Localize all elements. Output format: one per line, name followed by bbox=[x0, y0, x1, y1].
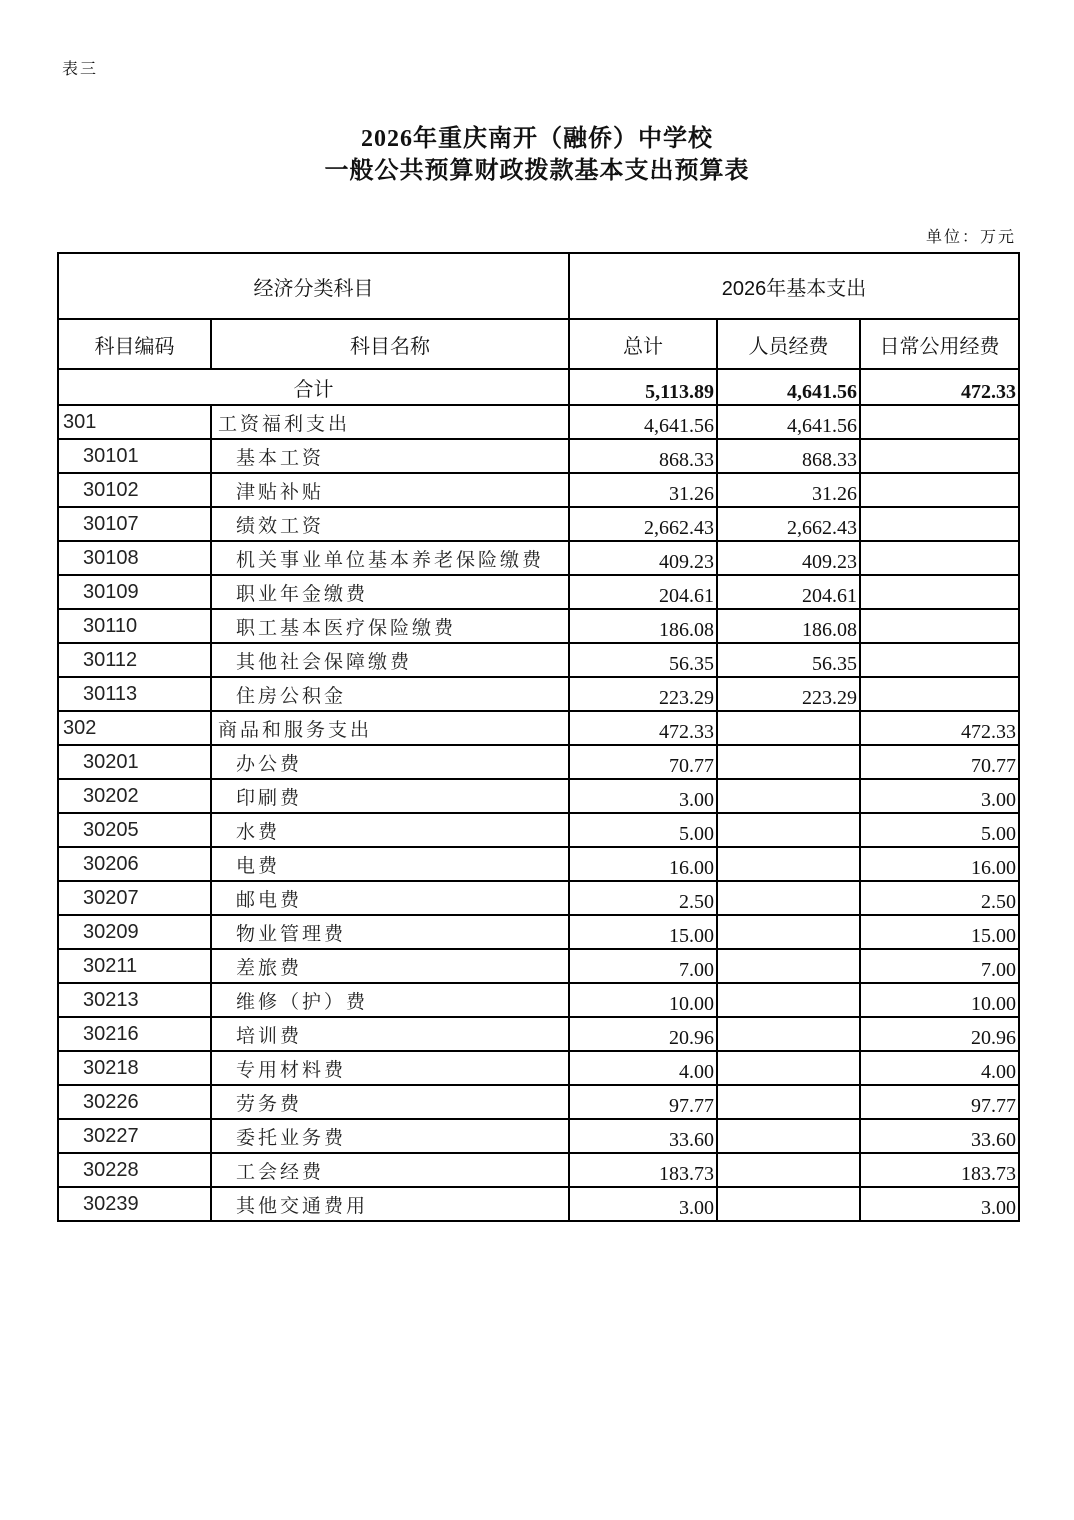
row-total: 204.61 bbox=[569, 575, 717, 609]
row-code: 30108 bbox=[58, 541, 211, 575]
unit-label: 单位：万元 bbox=[925, 227, 1016, 246]
row-total: 3.00 bbox=[569, 1187, 717, 1221]
row-total: 4.00 bbox=[569, 1051, 717, 1085]
row-code: 30226 bbox=[58, 1085, 211, 1119]
row-code: 30107 bbox=[58, 507, 211, 541]
budget-table bbox=[57, 252, 1020, 1222]
row-name: 劳务费 bbox=[211, 1085, 569, 1119]
row-code: 30205 bbox=[58, 813, 211, 847]
row-name: 机关事业单位基本养老保险缴费 bbox=[211, 541, 569, 575]
row-total: 56.35 bbox=[569, 643, 717, 677]
row-code: 30102 bbox=[58, 473, 211, 507]
row-name: 基本工资 bbox=[211, 439, 569, 473]
row-total: 868.33 bbox=[569, 439, 717, 473]
row-personnel bbox=[717, 1187, 860, 1221]
row-code: 30216 bbox=[58, 1017, 211, 1051]
row-code: 30112 bbox=[58, 643, 211, 677]
row-total: 2.50 bbox=[569, 881, 717, 915]
total-label: 合计 bbox=[58, 369, 569, 405]
row-name: 水费 bbox=[211, 813, 569, 847]
row-total: 4,641.56 bbox=[569, 405, 717, 439]
row-personnel bbox=[717, 881, 860, 915]
row-total: 33.60 bbox=[569, 1119, 717, 1153]
row-name: 其他社会保障缴费 bbox=[211, 643, 569, 677]
row-code: 30227 bbox=[58, 1119, 211, 1153]
row-personnel bbox=[717, 1085, 860, 1119]
table-row bbox=[58, 1119, 1019, 1153]
table-row bbox=[58, 1085, 1019, 1119]
row-name: 职工基本医疗保险缴费 bbox=[211, 609, 569, 643]
row-personnel bbox=[717, 949, 860, 983]
row-code: 302 bbox=[58, 711, 211, 745]
row-public: 70.77 bbox=[860, 745, 1019, 779]
row-name: 津贴补贴 bbox=[211, 473, 569, 507]
row-code: 30113 bbox=[58, 677, 211, 711]
table-row bbox=[58, 677, 1019, 711]
row-code: 301 bbox=[58, 405, 211, 439]
row-code: 30201 bbox=[58, 745, 211, 779]
header-economic-category: 经济分类科目 bbox=[58, 253, 569, 319]
table-row bbox=[58, 473, 1019, 507]
table-row bbox=[58, 439, 1019, 473]
row-personnel: 2,662.43 bbox=[717, 507, 860, 541]
table-row bbox=[58, 949, 1019, 983]
row-personnel: 223.29 bbox=[717, 677, 860, 711]
row-name: 维修（护）费 bbox=[211, 983, 569, 1017]
table-row bbox=[58, 507, 1019, 541]
row-personnel bbox=[717, 745, 860, 779]
table-row bbox=[58, 1017, 1019, 1051]
header-row-columns bbox=[58, 319, 1019, 369]
header-basic-expense: 2026年基本支出 bbox=[569, 253, 1019, 319]
header-name: 科目名称 bbox=[211, 319, 569, 369]
row-code: 30110 bbox=[58, 609, 211, 643]
row-name: 绩效工资 bbox=[211, 507, 569, 541]
row-personnel bbox=[717, 813, 860, 847]
row-public: 3.00 bbox=[860, 779, 1019, 813]
row-personnel bbox=[717, 847, 860, 881]
row-name: 其他交通费用 bbox=[211, 1187, 569, 1221]
row-public: 3.00 bbox=[860, 1187, 1019, 1221]
row-public: 5.00 bbox=[860, 813, 1019, 847]
row-personnel bbox=[717, 915, 860, 949]
row-code: 30207 bbox=[58, 881, 211, 915]
row-public: 2.50 bbox=[860, 881, 1019, 915]
row-name: 培训费 bbox=[211, 1017, 569, 1051]
row-public: 472.33 bbox=[860, 711, 1019, 745]
row-public bbox=[860, 643, 1019, 677]
row-code: 30239 bbox=[58, 1187, 211, 1221]
table-row bbox=[58, 405, 1019, 439]
row-public bbox=[860, 575, 1019, 609]
row-personnel bbox=[717, 1017, 860, 1051]
table-row bbox=[58, 881, 1019, 915]
row-public bbox=[860, 609, 1019, 643]
row-personnel bbox=[717, 1153, 860, 1187]
table-row bbox=[58, 1187, 1019, 1221]
table-row bbox=[58, 779, 1019, 813]
row-public bbox=[860, 405, 1019, 439]
row-name: 工会经费 bbox=[211, 1153, 569, 1187]
row-public bbox=[860, 439, 1019, 473]
row-name: 办公费 bbox=[211, 745, 569, 779]
row-code: 30209 bbox=[58, 915, 211, 949]
row-total: 97.77 bbox=[569, 1085, 717, 1119]
page-title-line1: 2026年重庆南开（融侨）中学校 bbox=[361, 126, 713, 152]
row-name: 专用材料费 bbox=[211, 1051, 569, 1085]
row-personnel: 56.35 bbox=[717, 643, 860, 677]
header-personnel: 人员经费 bbox=[717, 319, 860, 369]
row-public bbox=[860, 541, 1019, 575]
table-row bbox=[58, 983, 1019, 1017]
row-personnel bbox=[717, 779, 860, 813]
row-total: 472.33 bbox=[569, 711, 717, 745]
row-code: 30206 bbox=[58, 847, 211, 881]
table-row bbox=[58, 609, 1019, 643]
row-name: 委托业务费 bbox=[211, 1119, 569, 1153]
row-personnel: 31.26 bbox=[717, 473, 860, 507]
table-row bbox=[58, 1051, 1019, 1085]
header-public: 日常公用经费 bbox=[860, 319, 1019, 369]
total-public: 472.33 bbox=[860, 369, 1019, 405]
row-personnel bbox=[717, 983, 860, 1017]
row-total: 409.23 bbox=[569, 541, 717, 575]
row-name: 物业管理费 bbox=[211, 915, 569, 949]
row-code: 30211 bbox=[58, 949, 211, 983]
row-code: 30101 bbox=[58, 439, 211, 473]
row-total: 10.00 bbox=[569, 983, 717, 1017]
row-personnel: 204.61 bbox=[717, 575, 860, 609]
page-title-line2: 一般公共预算财政拨款基本支出预算表 bbox=[324, 158, 750, 184]
row-total: 16.00 bbox=[569, 847, 717, 881]
header-row-group bbox=[58, 253, 1019, 319]
row-name: 商品和服务支出 bbox=[211, 711, 569, 745]
row-public: 10.00 bbox=[860, 983, 1019, 1017]
row-total: 7.00 bbox=[569, 949, 717, 983]
row-total: 31.26 bbox=[569, 473, 717, 507]
row-name: 工资福利支出 bbox=[211, 405, 569, 439]
row-name: 邮电费 bbox=[211, 881, 569, 915]
row-public: 4.00 bbox=[860, 1051, 1019, 1085]
table-row bbox=[58, 541, 1019, 575]
table-row bbox=[58, 915, 1019, 949]
row-total: 183.73 bbox=[569, 1153, 717, 1187]
table-row bbox=[58, 847, 1019, 881]
row-public bbox=[860, 473, 1019, 507]
table-row bbox=[58, 711, 1019, 745]
table-row bbox=[58, 575, 1019, 609]
row-personnel: 4,641.56 bbox=[717, 405, 860, 439]
row-total: 2,662.43 bbox=[569, 507, 717, 541]
row-total: 15.00 bbox=[569, 915, 717, 949]
total-row bbox=[58, 369, 1019, 405]
row-total: 186.08 bbox=[569, 609, 717, 643]
row-public: 15.00 bbox=[860, 915, 1019, 949]
row-personnel: 409.23 bbox=[717, 541, 860, 575]
row-public bbox=[860, 677, 1019, 711]
row-personnel bbox=[717, 1119, 860, 1153]
row-code: 30109 bbox=[58, 575, 211, 609]
row-total: 5.00 bbox=[569, 813, 717, 847]
row-code: 30218 bbox=[58, 1051, 211, 1085]
row-personnel bbox=[717, 711, 860, 745]
row-total: 3.00 bbox=[569, 779, 717, 813]
row-personnel: 868.33 bbox=[717, 439, 860, 473]
header-total: 总计 bbox=[569, 319, 717, 369]
table-row bbox=[58, 1153, 1019, 1187]
row-total: 223.29 bbox=[569, 677, 717, 711]
header-code: 科目编码 bbox=[58, 319, 211, 369]
row-personnel bbox=[717, 1051, 860, 1085]
table-label: 表三 bbox=[62, 59, 99, 78]
total-sum: 5,113.89 bbox=[569, 369, 717, 405]
row-personnel: 186.08 bbox=[717, 609, 860, 643]
row-public: 33.60 bbox=[860, 1119, 1019, 1153]
row-name: 差旅费 bbox=[211, 949, 569, 983]
row-name: 住房公积金 bbox=[211, 677, 569, 711]
table-row bbox=[58, 813, 1019, 847]
row-total: 20.96 bbox=[569, 1017, 717, 1051]
row-name: 电费 bbox=[211, 847, 569, 881]
row-name: 印刷费 bbox=[211, 779, 569, 813]
row-public: 97.77 bbox=[860, 1085, 1019, 1119]
row-name: 职业年金缴费 bbox=[211, 575, 569, 609]
row-code: 30202 bbox=[58, 779, 211, 813]
row-public bbox=[860, 507, 1019, 541]
row-public: 183.73 bbox=[860, 1153, 1019, 1187]
row-code: 30213 bbox=[58, 983, 211, 1017]
row-code: 30228 bbox=[58, 1153, 211, 1187]
row-public: 16.00 bbox=[860, 847, 1019, 881]
row-public: 20.96 bbox=[860, 1017, 1019, 1051]
total-personnel: 4,641.56 bbox=[717, 369, 860, 405]
row-public: 7.00 bbox=[860, 949, 1019, 983]
table-row bbox=[58, 643, 1019, 677]
row-total: 70.77 bbox=[569, 745, 717, 779]
table-row bbox=[58, 745, 1019, 779]
